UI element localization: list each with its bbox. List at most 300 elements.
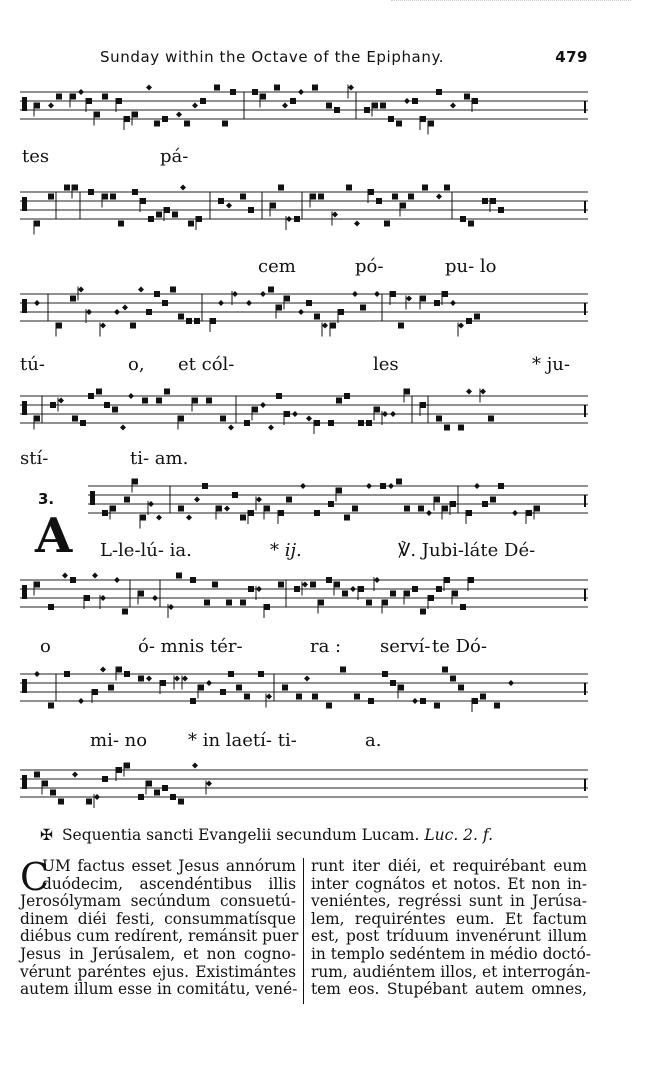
neume-note <box>228 671 234 677</box>
neume-note <box>58 398 64 404</box>
neume-note <box>314 510 320 516</box>
neume-note <box>174 676 180 682</box>
neume-note <box>480 694 486 700</box>
custos-icon <box>584 683 586 695</box>
neume-note <box>384 221 390 227</box>
neume-note <box>244 420 250 426</box>
neume-note <box>206 398 212 404</box>
neume-note <box>92 689 98 695</box>
neume-note <box>268 287 274 293</box>
neume-note <box>258 671 264 677</box>
text-line: Jerosólymam secúndum consuetú- <box>20 892 296 911</box>
text-line: inter cognátos et notos. Et non in- <box>311 874 587 893</box>
neume-note <box>56 94 62 100</box>
neume-note <box>72 416 78 422</box>
neume-note <box>352 506 358 512</box>
neume-note <box>336 398 342 404</box>
neume-note <box>368 698 374 704</box>
neume-note <box>204 600 210 606</box>
page-edge-mark <box>391 0 631 3</box>
neume-note <box>310 194 316 200</box>
neume-note <box>256 586 262 592</box>
neume-note <box>156 515 162 521</box>
neume-note <box>86 309 92 315</box>
neume-note <box>322 323 328 329</box>
neume-note <box>154 790 160 796</box>
lyrics-line-3 <box>20 354 588 380</box>
neume-note <box>124 116 130 122</box>
neume-note <box>422 185 428 191</box>
neume-note <box>442 667 448 673</box>
neume-note <box>180 185 186 191</box>
neume-note <box>460 604 466 610</box>
neume-note <box>412 698 418 704</box>
neume-note <box>452 591 458 597</box>
neume-note <box>326 577 332 583</box>
neume-note <box>260 402 266 408</box>
neume-note <box>34 300 40 306</box>
neume-note <box>64 671 70 677</box>
neume-note <box>408 194 414 200</box>
neume-note <box>116 667 122 673</box>
neume-note <box>286 497 292 503</box>
cross-icon: ✠ <box>40 826 53 844</box>
neume-note <box>88 189 94 195</box>
neume-note <box>178 416 184 422</box>
neume-note <box>122 305 128 311</box>
neume-note <box>382 671 388 677</box>
neume-note <box>146 676 152 682</box>
neume-note <box>56 323 62 329</box>
neume-note <box>382 411 388 417</box>
column-divider <box>303 858 304 1004</box>
text-line: UM factus esset Jesus annórum <box>42 857 296 875</box>
custos-icon <box>584 589 586 601</box>
neume-note <box>450 676 456 682</box>
neume-note <box>472 98 478 104</box>
syllable: a. <box>365 730 382 751</box>
neume-note <box>192 103 198 109</box>
neume-note <box>428 595 434 601</box>
text-line: rum, audiéntem illos, et interrogán- <box>311 962 591 981</box>
neume-note <box>170 287 176 293</box>
neume-note <box>200 98 206 104</box>
neume-note <box>184 121 190 127</box>
neume-note <box>364 107 370 113</box>
neume-note <box>226 600 232 606</box>
neume-note <box>284 411 290 417</box>
neume-note <box>304 676 310 682</box>
neume-note <box>292 411 298 417</box>
neume-note <box>34 671 40 677</box>
neume-note <box>372 103 378 109</box>
neume-note <box>100 595 106 601</box>
syllable: o <box>40 636 51 657</box>
text-line: tem eos. Stupébant autem omnes, <box>311 980 587 999</box>
neume-note <box>178 799 184 805</box>
neume-note <box>420 609 426 615</box>
neume-note <box>404 389 410 395</box>
neume-note <box>58 799 64 805</box>
neume-note <box>390 291 396 297</box>
neume-note <box>164 389 170 395</box>
neume-note <box>420 116 426 122</box>
neume-note <box>342 591 348 597</box>
neume-note <box>312 85 318 91</box>
text-line: est, post tríduum invenérunt illum <box>311 927 587 946</box>
neume-note <box>380 103 386 109</box>
neume-note <box>494 703 500 709</box>
neume-note <box>442 291 448 297</box>
chant-staff-3 <box>20 282 588 342</box>
neume-note <box>94 112 100 118</box>
neume-note <box>434 300 440 306</box>
gospel-title: Sequentia sancti Evangelii secundum Lucam. <box>61 826 420 844</box>
neume-note <box>450 501 456 507</box>
neume-note <box>366 420 372 426</box>
neume-note <box>284 296 290 302</box>
syllable: ra : <box>310 636 342 657</box>
syllable: pá- <box>160 146 189 167</box>
syllable: L-le-lú- ia. <box>100 540 192 561</box>
neume-note <box>260 94 266 100</box>
neume-note <box>178 506 184 512</box>
neume-note <box>450 300 456 306</box>
neume-note <box>310 582 316 588</box>
text-line: runt iter diéi, et requirébant eum <box>311 857 587 875</box>
neume-note <box>128 393 134 399</box>
neume-note <box>398 323 404 329</box>
neume-note <box>50 402 56 408</box>
neume-note <box>460 216 466 222</box>
neume-note <box>354 221 360 227</box>
neume-note <box>332 212 338 218</box>
neume-note <box>366 600 372 606</box>
lyrics-line-1 <box>20 146 588 172</box>
text-line: lem, requiréntes eum. Et factum <box>311 909 587 928</box>
neume-note <box>192 763 198 769</box>
syllable: pó- <box>355 256 384 277</box>
neume-note <box>300 483 306 489</box>
neume-note <box>220 416 226 422</box>
neume-note <box>278 185 284 191</box>
neume-note <box>444 577 450 583</box>
syllable: ℣. Jubi-láte Dé- <box>398 540 536 561</box>
neume-note <box>314 420 320 426</box>
neume-note <box>210 318 216 324</box>
neume-note <box>240 194 246 200</box>
neume-note <box>388 116 394 122</box>
neume-note <box>186 318 192 324</box>
neume-note <box>278 582 284 588</box>
neume-note <box>48 604 54 610</box>
neume-note <box>182 676 188 682</box>
neume-note <box>266 694 272 700</box>
neume-note <box>192 398 198 404</box>
neume-note <box>488 416 494 422</box>
neume-note <box>110 506 116 512</box>
neume-note <box>108 685 114 691</box>
neume-note <box>436 89 442 95</box>
neume-note <box>282 685 288 691</box>
neume-note <box>176 112 182 118</box>
neume-note <box>368 189 374 195</box>
neume-note <box>230 89 236 95</box>
neume-note <box>380 483 386 489</box>
syllable: * ij. <box>270 540 302 561</box>
neume-note <box>84 595 90 601</box>
neume-note <box>290 98 296 104</box>
neume-note <box>464 94 470 100</box>
neume-note <box>34 221 40 227</box>
neume-note <box>498 207 504 213</box>
neume-note <box>468 577 474 583</box>
neume-note <box>396 479 402 485</box>
neume-note <box>214 85 220 91</box>
neume-note <box>220 689 226 695</box>
neume-note <box>132 112 138 118</box>
neume-note <box>102 776 108 782</box>
neume-note <box>78 89 84 95</box>
syllable: cem <box>258 256 296 277</box>
neume-note <box>296 694 302 700</box>
syllable: ó- mnis tér- <box>138 636 243 657</box>
neume-note <box>480 389 486 395</box>
neume-note <box>312 694 318 700</box>
neume-note <box>132 189 138 195</box>
neume-note <box>534 506 540 512</box>
neume-note <box>202 483 208 489</box>
neume-note <box>124 497 130 503</box>
neume-note <box>328 501 334 507</box>
neume-note <box>226 203 232 209</box>
neume-note <box>318 194 324 200</box>
neume-note <box>138 794 144 800</box>
neume-note <box>248 207 254 213</box>
neume-note <box>102 94 108 100</box>
neume-note <box>352 291 358 297</box>
neume-note <box>334 107 340 113</box>
neume-note <box>426 510 432 516</box>
lyrics-line-5 <box>20 540 588 566</box>
gospel-drop-initial: C <box>20 855 50 899</box>
lyrics-line-7 <box>20 730 588 756</box>
text-line: dinem diéi festi, consummatísque <box>20 909 296 928</box>
neume-note <box>218 300 224 306</box>
neume-note <box>114 309 120 315</box>
clef-icon <box>22 775 27 789</box>
neume-note <box>138 287 144 293</box>
neume-note <box>350 586 356 592</box>
neume-note <box>164 207 170 213</box>
neume-note <box>374 407 380 413</box>
neume-note <box>444 425 450 431</box>
neume-note <box>168 604 174 610</box>
neume-note <box>442 506 448 512</box>
neume-note <box>142 398 148 404</box>
neume-note <box>420 402 426 408</box>
neume-note <box>404 591 410 597</box>
chant-staff-8 <box>20 758 588 818</box>
neume-note <box>70 94 76 100</box>
neume-note <box>112 407 118 413</box>
neume-note <box>102 510 108 516</box>
neume-note <box>196 216 202 222</box>
neume-note <box>96 389 102 395</box>
neume-note <box>162 300 168 306</box>
neume-note <box>278 510 284 516</box>
neume-note <box>212 582 218 588</box>
neume-note <box>130 323 136 329</box>
gospel-column-right <box>311 857 591 999</box>
custos-icon <box>584 101 586 113</box>
neume-note <box>298 89 304 95</box>
syllable: ti- am. <box>130 448 189 469</box>
neume-note <box>326 703 332 709</box>
lyrics-line-4 <box>20 448 588 474</box>
neume-note <box>376 198 382 204</box>
chant-staff-6 <box>20 568 588 628</box>
neume-note <box>466 318 472 324</box>
neume-note <box>450 103 456 109</box>
neume-note <box>34 582 40 588</box>
neume-note <box>88 393 94 399</box>
chant-staff-5 <box>88 474 588 534</box>
neume-note <box>152 595 158 601</box>
neume-note <box>146 85 152 91</box>
chant-staff-7 <box>20 662 588 722</box>
chant-staff-4 <box>20 384 588 444</box>
page-number: 479 <box>555 48 588 66</box>
syllable: o, <box>128 354 145 375</box>
syllable: tes <box>22 146 50 167</box>
neume-note <box>140 515 146 521</box>
neume-note <box>508 680 514 686</box>
syllable: tú- <box>20 354 45 375</box>
chant-staff-2 <box>20 180 588 240</box>
neume-note <box>344 515 350 521</box>
neume-note <box>100 667 106 673</box>
neume-note <box>358 586 364 592</box>
neume-note <box>330 323 336 329</box>
neume-note <box>222 121 228 127</box>
neume-note <box>154 121 160 127</box>
text-line: autem illum esse in comitátu, vené- <box>20 980 298 999</box>
neume-note <box>444 185 450 191</box>
neume-note <box>156 398 162 404</box>
neume-note <box>162 785 168 791</box>
neume-note <box>336 488 342 494</box>
clef-icon <box>22 679 27 693</box>
neume-note <box>276 305 282 311</box>
neume-note <box>306 300 312 306</box>
neume-note <box>512 510 518 516</box>
neume-note <box>404 98 410 104</box>
neume-note <box>228 425 234 431</box>
neume-note <box>436 194 442 200</box>
neume-note <box>458 425 464 431</box>
neume-note <box>256 497 262 503</box>
neume-note <box>206 781 212 787</box>
neume-note <box>420 296 426 302</box>
drop-initial: A <box>35 508 73 564</box>
neume-note <box>116 98 122 104</box>
neume-note <box>334 582 340 588</box>
neume-note <box>94 794 100 800</box>
neume-note <box>132 479 138 485</box>
neume-note <box>472 698 478 704</box>
text-line: veniéntes, regréssi sunt in Jerúsa- <box>311 892 587 911</box>
neume-note <box>118 221 124 227</box>
neume-note <box>390 411 396 417</box>
clef-icon <box>22 299 27 313</box>
neume-note <box>346 185 352 191</box>
neume-note <box>102 194 108 200</box>
neume-note <box>78 287 84 293</box>
neume-note <box>100 323 106 329</box>
neume-note <box>34 772 40 778</box>
neume-note <box>124 763 130 769</box>
neume-note <box>252 89 258 95</box>
clef-icon <box>22 585 27 599</box>
neume-note <box>412 98 418 104</box>
neume-note <box>338 309 344 315</box>
neume-note <box>138 676 144 682</box>
neume-note <box>50 790 56 796</box>
neume-note <box>468 221 474 227</box>
syllable: les <box>373 354 399 375</box>
neume-note <box>298 309 304 315</box>
neume-note <box>194 497 200 503</box>
custos-icon <box>584 201 586 213</box>
neume-note <box>34 416 40 422</box>
neume-note <box>490 198 496 204</box>
neume-note <box>148 501 154 507</box>
running-title: Sunday within the Octave of the Epiphany. <box>100 48 445 66</box>
syllable: serví- <box>380 636 431 657</box>
neume-note <box>190 577 196 583</box>
neume-note <box>458 323 464 329</box>
page-header <box>100 48 588 70</box>
neume-note <box>390 680 396 686</box>
neume-note <box>306 416 312 422</box>
gospel-column-left <box>20 855 299 999</box>
neume-note <box>482 198 488 204</box>
neume-note <box>260 291 266 297</box>
neume-note <box>366 483 372 489</box>
neume-note <box>436 586 442 592</box>
neume-note <box>154 291 160 297</box>
neume-note <box>286 216 292 222</box>
neume-note <box>392 194 398 200</box>
neume-note <box>240 515 246 521</box>
neume-note <box>124 671 130 677</box>
neume-note <box>252 407 258 413</box>
neume-note <box>526 510 532 516</box>
neume-note <box>188 221 194 227</box>
neume-note <box>248 510 254 516</box>
chant-staff-1 <box>20 80 588 140</box>
neume-note <box>42 781 48 787</box>
neume-note <box>406 296 412 302</box>
neume-note <box>120 425 126 431</box>
neume-note <box>396 121 402 127</box>
neume-note <box>482 501 488 507</box>
neume-note <box>148 216 154 222</box>
custos-icon <box>584 779 586 791</box>
neume-note <box>232 291 238 297</box>
neume-note <box>274 85 280 91</box>
